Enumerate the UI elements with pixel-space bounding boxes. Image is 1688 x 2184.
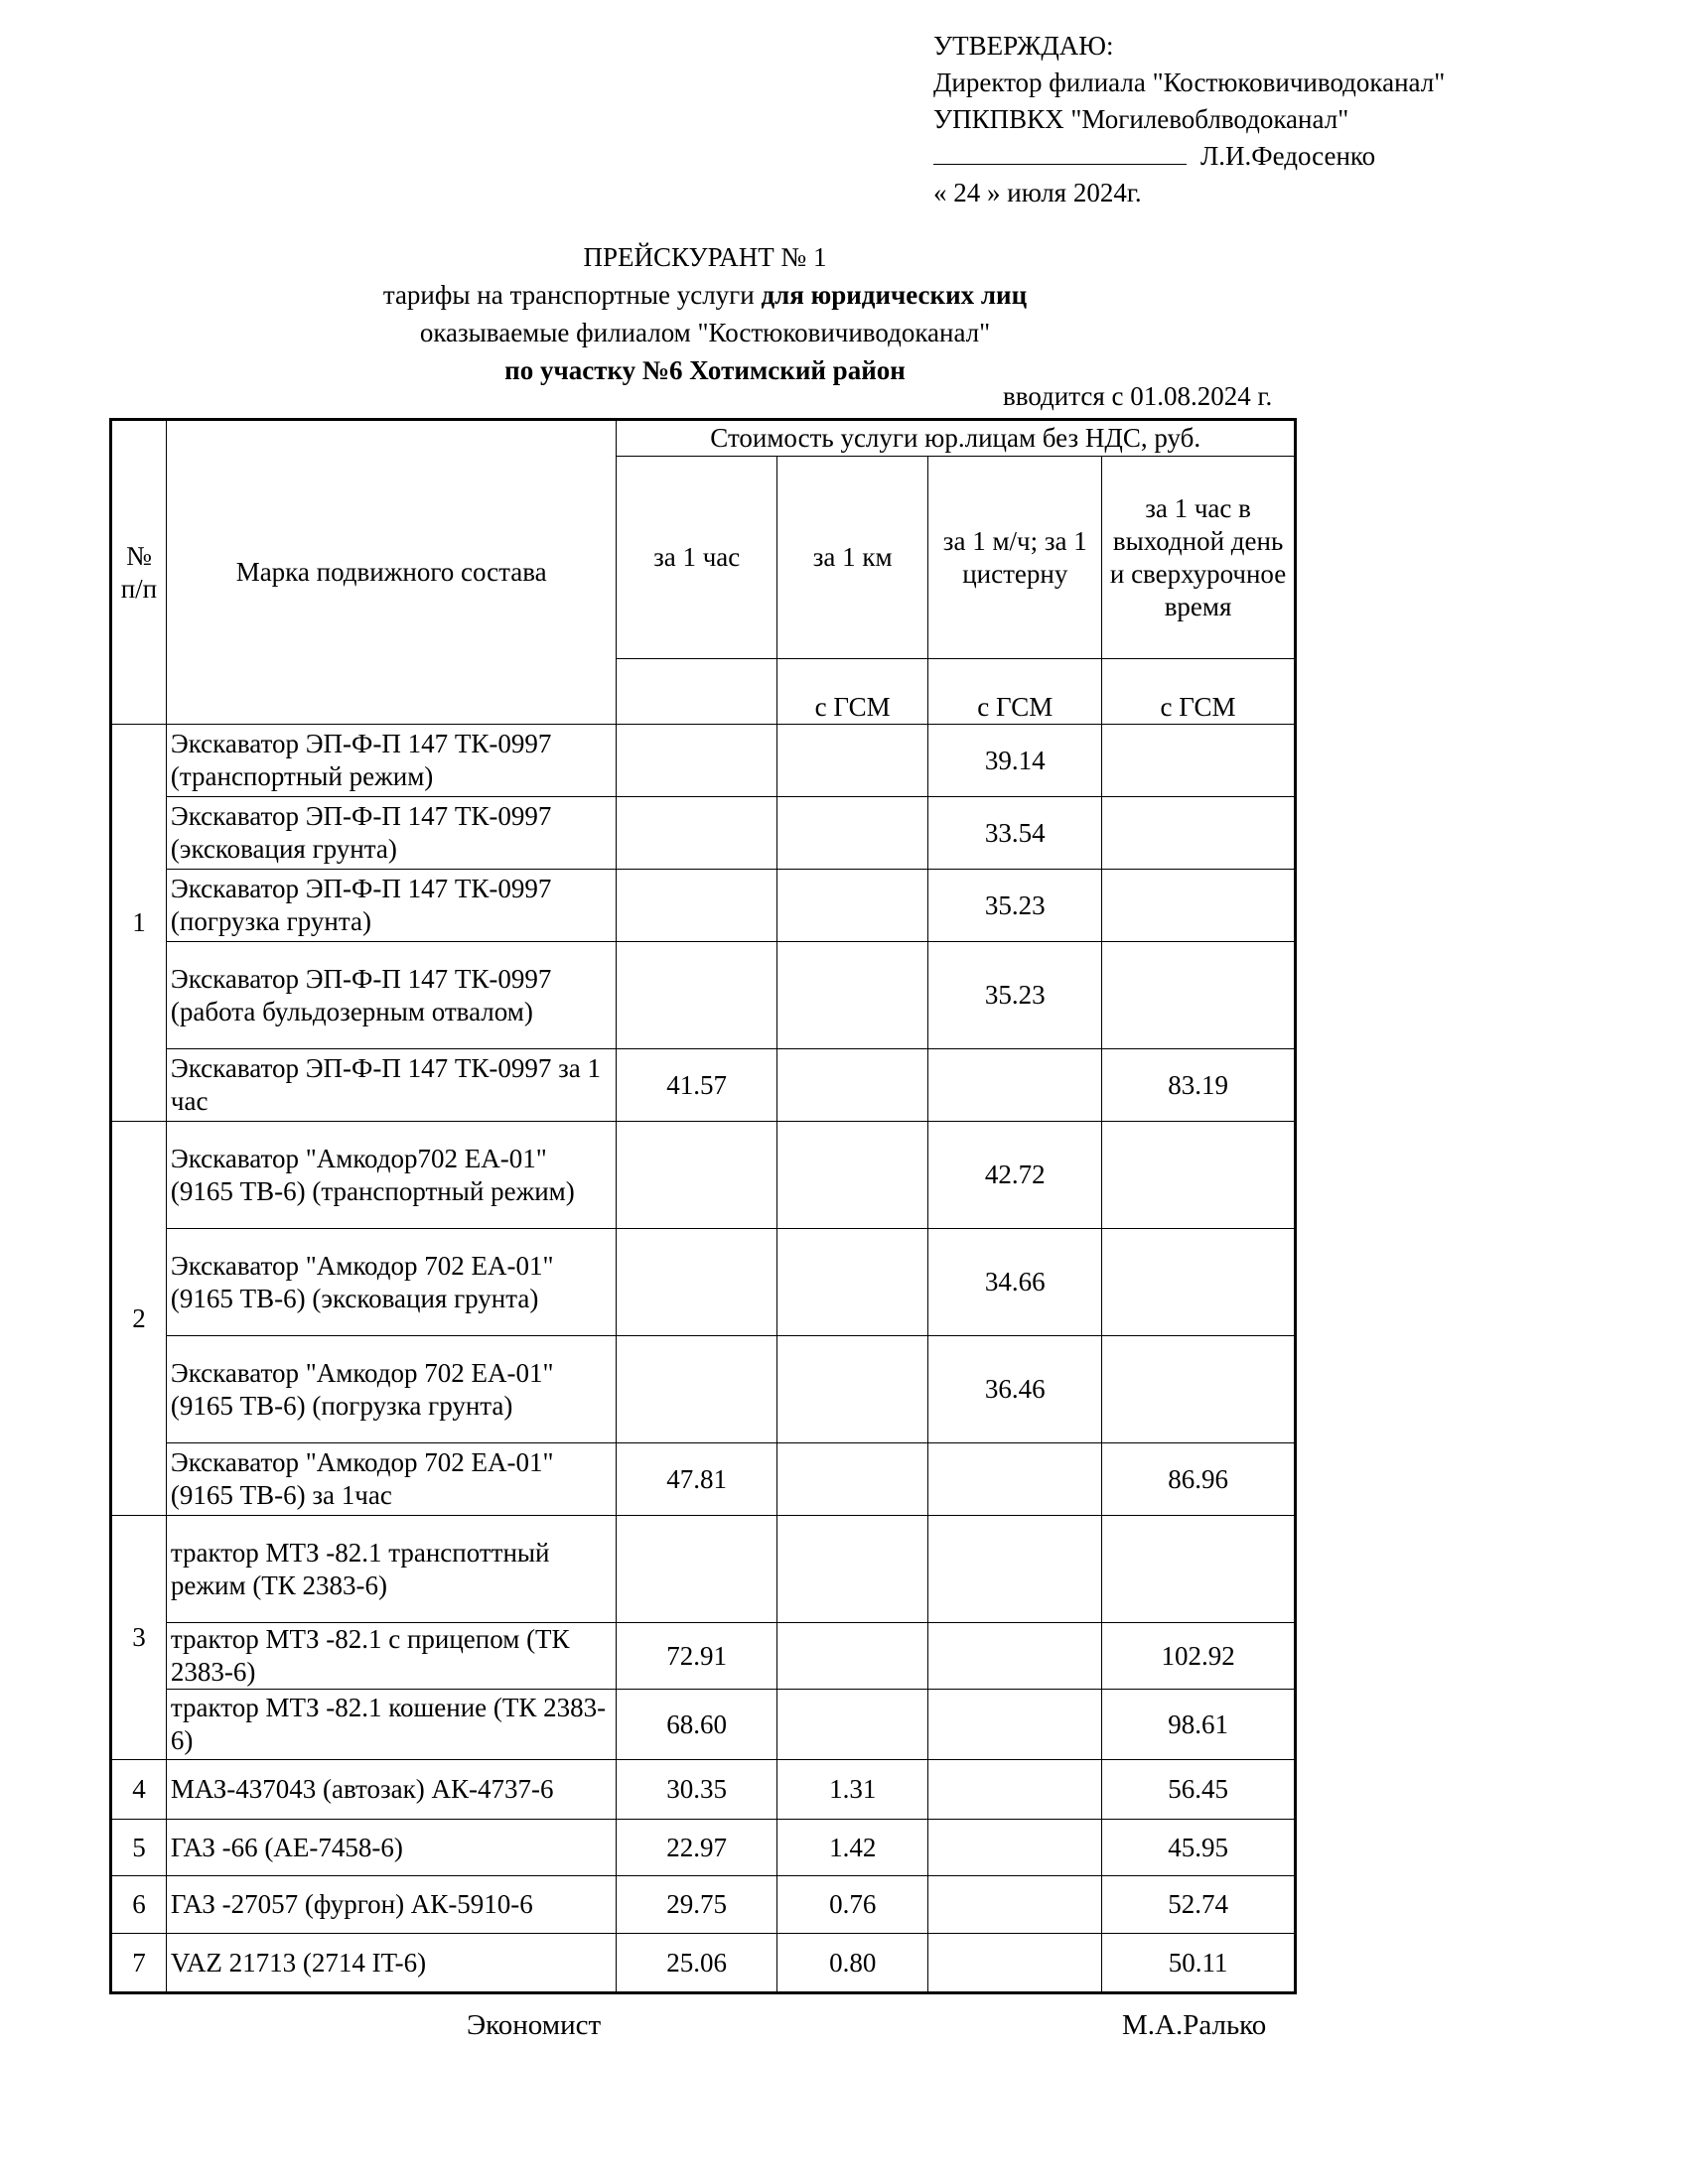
- price-per-machine-hour: [928, 1443, 1102, 1516]
- price-per-hour: [617, 1336, 777, 1443]
- price-per-km: [776, 1443, 928, 1516]
- price-per-hour: [617, 725, 777, 797]
- price-per-km: 1.31: [776, 1760, 928, 1820]
- title-line-4-bold: по участку №6 Хотимский район: [504, 355, 906, 385]
- row-number: 3: [111, 1516, 167, 1760]
- vehicle-name: Экскаватор "Амкодор 702 ЕА-01" (9165 ТВ-6) (погрузка грунта): [166, 1336, 617, 1443]
- row-number: 5: [111, 1820, 167, 1876]
- header-sub-weekend: с ГСМ: [1102, 659, 1296, 725]
- header-per-mh: за 1 м/ч; за 1 цистерну: [928, 457, 1102, 659]
- table-row: [111, 1122, 1296, 1229]
- footer-name: М.А.Ралько: [1122, 2009, 1267, 2041]
- price-per-machine-hour: [928, 1690, 1102, 1760]
- approval-director: Директор филиала "Костюковичиводоканал": [933, 68, 1446, 97]
- vehicle-name: трактор МТЗ -82.1 транспоттный режим (ТК 2383-6): [166, 1516, 617, 1623]
- signature-underline: [933, 140, 1187, 165]
- table-row: [111, 1336, 1296, 1443]
- vehicle-name: Экскаватор "Амкодор702 ЕА-01" (9165 ТВ-6) (транспортный режим): [166, 1122, 617, 1229]
- price-per-km: [776, 942, 928, 1049]
- price-per-machine-hour: 42.72: [928, 1122, 1102, 1229]
- price-per-hour: [617, 942, 777, 1049]
- row-number: 6: [111, 1876, 167, 1934]
- vehicle-name: трактор МТЗ -82.1 с прицепом (ТК 2383-6): [166, 1623, 617, 1690]
- header-sub-mh: с ГСМ: [928, 659, 1102, 725]
- vehicle-name: Экскаватор ЭП-Ф-П 147 ТК-0997 (работа бульдозерным отвалом): [166, 942, 617, 1049]
- price-per-machine-hour: [928, 1623, 1102, 1690]
- price-weekend: [1102, 870, 1296, 942]
- price-per-machine-hour: [928, 1760, 1102, 1820]
- price-weekend: 98.61: [1102, 1690, 1296, 1760]
- table-row: [111, 1820, 1296, 1876]
- price-weekend: 56.45: [1102, 1760, 1296, 1820]
- vehicle-name: Экскаватор "Амкодор 702 ЕА-01" (9165 ТВ-6) за 1час: [166, 1443, 617, 1516]
- price-weekend: [1102, 797, 1296, 870]
- table-row: [111, 942, 1296, 1049]
- price-per-machine-hour: 33.54: [928, 797, 1102, 870]
- table-row: [111, 797, 1296, 870]
- price-per-hour: [617, 797, 777, 870]
- price-per-km: [776, 870, 928, 942]
- price-per-hour: 47.81: [617, 1443, 777, 1516]
- price-per-km: 1.42: [776, 1820, 928, 1876]
- table-row: [111, 1760, 1296, 1820]
- price-weekend: [1102, 1336, 1296, 1443]
- price-per-km: [776, 1690, 928, 1760]
- price-weekend: [1102, 725, 1296, 797]
- price-per-machine-hour: [928, 1934, 1102, 1993]
- price-per-km: [776, 797, 928, 870]
- price-weekend: 86.96: [1102, 1443, 1296, 1516]
- price-per-km: [776, 1336, 928, 1443]
- vehicle-name: трактор МТЗ -82.1 кошение (ТК 2383-6): [166, 1690, 617, 1760]
- approval-organization: УПКПВКХ "Могилевоблводоканал": [933, 104, 1349, 134]
- vehicle-name: Экскаватор ЭП-Ф-П 147 ТК-0997 (транспортный режим): [166, 725, 617, 797]
- table-row: [111, 870, 1296, 942]
- header-sub-hour: [617, 659, 777, 725]
- price-per-km: [776, 725, 928, 797]
- price-per-km: [776, 1623, 928, 1690]
- price-per-hour: 25.06: [617, 1934, 777, 1993]
- price-weekend: [1102, 1229, 1296, 1336]
- price-per-machine-hour: 39.14: [928, 725, 1102, 797]
- table-row: [111, 1934, 1296, 1993]
- approval-signer: Л.И.Федосенко: [1200, 141, 1376, 171]
- vehicle-name: Экскаватор ЭП-Ф-П 147 ТК-0997 (погрузка грунта): [166, 870, 617, 942]
- approval-date: « 24 » июля 2024г.: [933, 178, 1142, 207]
- header-row-1: [111, 420, 1296, 457]
- price-per-km: [776, 1122, 928, 1229]
- row-number: 1: [111, 725, 167, 1122]
- footer-position: Экономист: [467, 2009, 602, 2041]
- price-per-machine-hour: 35.23: [928, 870, 1102, 942]
- row-number: 4: [111, 1760, 167, 1820]
- price-weekend: [1102, 1122, 1296, 1229]
- price-per-km: [776, 1516, 928, 1623]
- price-weekend: [1102, 942, 1296, 1049]
- price-per-machine-hour: [928, 1820, 1102, 1876]
- table-row: [111, 1443, 1296, 1516]
- header-per-km: за 1 км: [776, 457, 928, 659]
- price-per-hour: 41.57: [617, 1049, 777, 1122]
- table-row: [111, 1049, 1296, 1122]
- price-per-km: 0.80: [776, 1934, 928, 1993]
- title-line-2-bold: для юридических лиц: [761, 280, 1028, 310]
- price-weekend: 83.19: [1102, 1049, 1296, 1122]
- vehicle-name: Экскаватор "Амкодор 702 ЕА-01" (9165 ТВ-6) (эксковация грунта): [166, 1229, 617, 1336]
- price-per-machine-hour: 36.46: [928, 1336, 1102, 1443]
- price-per-machine-hour: 34.66: [928, 1229, 1102, 1336]
- price-weekend: 50.11: [1102, 1934, 1296, 1993]
- price-per-hour: 29.75: [617, 1876, 777, 1934]
- price-per-hour: 72.91: [617, 1623, 777, 1690]
- header-weekend: за 1 час в выходной день и сверхурочное время: [1102, 457, 1296, 659]
- price-per-km: [776, 1229, 928, 1336]
- document-title: [0, 238, 1410, 389]
- vehicle-name: МАЗ-437043 (автозак) АК-4737-6: [166, 1760, 617, 1820]
- price-per-hour: [617, 1229, 777, 1336]
- table-row: [111, 1623, 1296, 1690]
- table-row: [111, 1516, 1296, 1623]
- price-per-hour: [617, 1516, 777, 1623]
- price-per-hour: [617, 1122, 777, 1229]
- header-num: № п/п: [111, 420, 167, 725]
- table-row: [111, 1876, 1296, 1934]
- header-per-hour: за 1 час: [617, 457, 777, 659]
- approval-block: [933, 28, 1445, 211]
- vehicle-name: ГАЗ -27057 (фургон) АК-5910-6: [166, 1876, 617, 1934]
- vehicle-name: VAZ 21713 (2714 IT-6): [166, 1934, 617, 1993]
- title-line-2: [0, 276, 1410, 314]
- row-number: 7: [111, 1934, 167, 1993]
- vehicle-name: Экскаватор ЭП-Ф-П 147 ТК-0997 за 1 час: [166, 1049, 617, 1122]
- row-number: 2: [111, 1122, 167, 1516]
- price-per-machine-hour: [928, 1516, 1102, 1623]
- vehicle-name: Экскаватор ЭП-Ф-П 147 ТК-0997 (эксковация грунта): [166, 797, 617, 870]
- price-per-machine-hour: 35.23: [928, 942, 1102, 1049]
- price-weekend: [1102, 1516, 1296, 1623]
- price-per-km: [776, 1049, 928, 1122]
- price-per-machine-hour: [928, 1049, 1102, 1122]
- price-per-hour: [617, 870, 777, 942]
- price-per-hour: 68.60: [617, 1690, 777, 1760]
- vehicle-name: ГАЗ -66 (АЕ-7458-6): [166, 1820, 617, 1876]
- header-sub-km: с ГСМ: [776, 659, 928, 725]
- price-weekend: 45.95: [1102, 1820, 1296, 1876]
- approval-signature-line: [933, 138, 1445, 175]
- price-per-km: 0.76: [776, 1876, 928, 1934]
- table-row: [111, 1229, 1296, 1336]
- header-cost-group: Стоимость услуги юр.лицам без НДС, руб.: [617, 420, 1296, 457]
- title-line-3: оказываемые филиалом "Костюковичиводоканал": [419, 318, 991, 347]
- price-weekend: 102.92: [1102, 1623, 1296, 1690]
- price-per-hour: 22.97: [617, 1820, 777, 1876]
- price-per-hour: 30.35: [617, 1760, 777, 1820]
- header-name: Марка подвижного состава: [166, 420, 617, 725]
- price-per-machine-hour: [928, 1876, 1102, 1934]
- title-line-1: ПРЕЙСКУРАНТ № 1: [583, 242, 827, 272]
- table-row: [111, 725, 1296, 797]
- title-line-2-plain: тарифы на транспортные услуги: [382, 280, 762, 310]
- effective-date: вводится с 01.08.2024 г.: [1003, 381, 1273, 411]
- price-table: [109, 418, 1297, 1994]
- price-weekend: 52.74: [1102, 1876, 1296, 1934]
- table-row: [111, 1690, 1296, 1760]
- approval-heading: УТВЕРЖДАЮ:: [933, 31, 1114, 61]
